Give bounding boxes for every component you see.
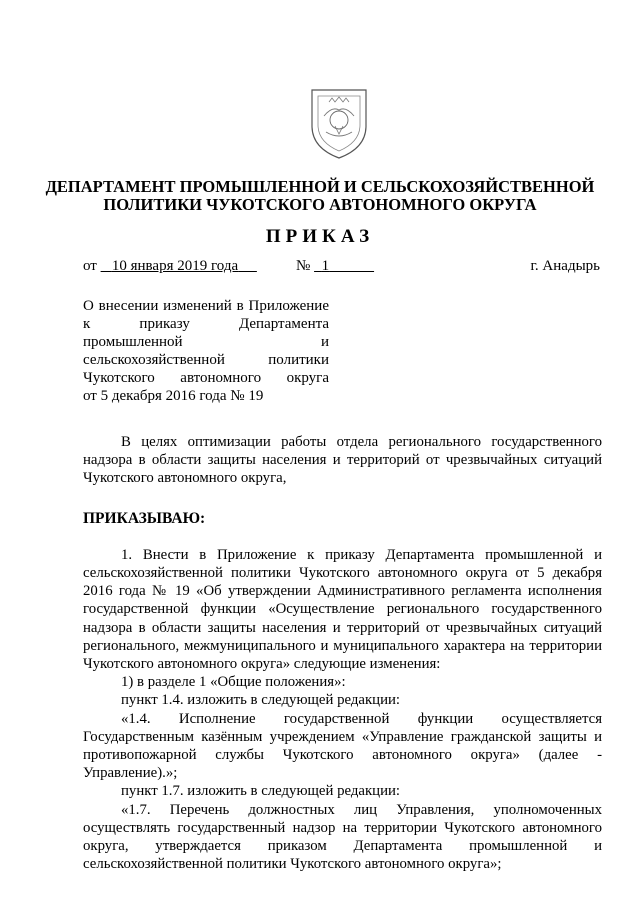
point-1-7-text: «1.7. Перечень должностных лиц Управления, уполномоченных осуществлять государственный надзор на территории Чукотского автономного округа, утверждается приказом Департамента промышленной и сельскохозяйственной политики Чукотского автономного округа»; — [83, 801, 602, 873]
subject-line: Чукотского автономного округа — [83, 370, 329, 386]
subject-line: О внесении изменений в Приложение — [83, 298, 329, 314]
order-number: 1 — [321, 258, 330, 274]
subitem-1-paragraph: 1) в разделе 1 «Общие положения»: — [121, 674, 346, 691]
department-name — [0, 178, 640, 214]
department-name-line1: ДЕПАРТАМЕНТ ПРОМЫШЛЕННОЙ И СЕЛЬСКОХОЗЯЙСТВЕННОЙ — [45, 177, 595, 196]
subject-line: к приказу Департамента — [83, 316, 329, 332]
subject-line: от 5 декабря 2016 года № 19 — [83, 388, 264, 404]
order-body — [83, 433, 602, 873]
subject-line: промышленной и — [83, 334, 329, 350]
subject-line: сельскохозяйственной политики — [83, 352, 329, 368]
number-prefix: № — [296, 258, 311, 274]
date-prefix: от — [83, 258, 97, 274]
preamble-paragraph: В целях оптимизации работы отдела регионального государственного надзора в области защиты населения и территорий от чрезвычайных ситуаций Чукотского автономного округа, — [83, 434, 602, 487]
order-city: г. Анадырь — [530, 258, 600, 274]
order-date-line — [83, 257, 257, 275]
department-name-line2: ПОЛИТИКИ ЧУКОТСКОГО АВТОНОМНОГО ОКРУГА — [103, 195, 537, 214]
order-subject — [83, 297, 329, 405]
point-1-4-text: «1.4. Исполнение государственной функции осуществляется Государственным казённым учреждением «Управление гражданской защиты и противопожарной службы Чукотского автономного округа» (далее - Управление).»; — [83, 710, 602, 782]
order-date: 10 января 2019 года — [111, 258, 239, 274]
order-title: ПРИКАЗ — [265, 226, 375, 247]
chukotka-coat-of-arms-icon — [302, 82, 376, 162]
item-1-paragraph: 1. Внести в Приложение к приказу Департамента промышленной и сельскохозяйственной политики Чукотского автономного округа от 5 декабря 2016 года № 19 «Об утверждении Административного регламента исполнения государственной функции «Осуществление регионального государственного надзора в области защиты населения и территорий от чрезвычайных ситуаций регионального, межмуниципального и муниципального характера на территории Чукотского автономного округа» следующие изменения: — [83, 546, 602, 673]
order-number-line — [296, 257, 374, 275]
point-1-7-intro: пункт 1.7. изложить в следующей редакции: — [121, 783, 401, 800]
order-verb: ПРИКАЗЫВАЮ: — [83, 509, 206, 527]
point-1-4-intro: пункт 1.4. изложить в следующей редакции: — [121, 692, 401, 709]
